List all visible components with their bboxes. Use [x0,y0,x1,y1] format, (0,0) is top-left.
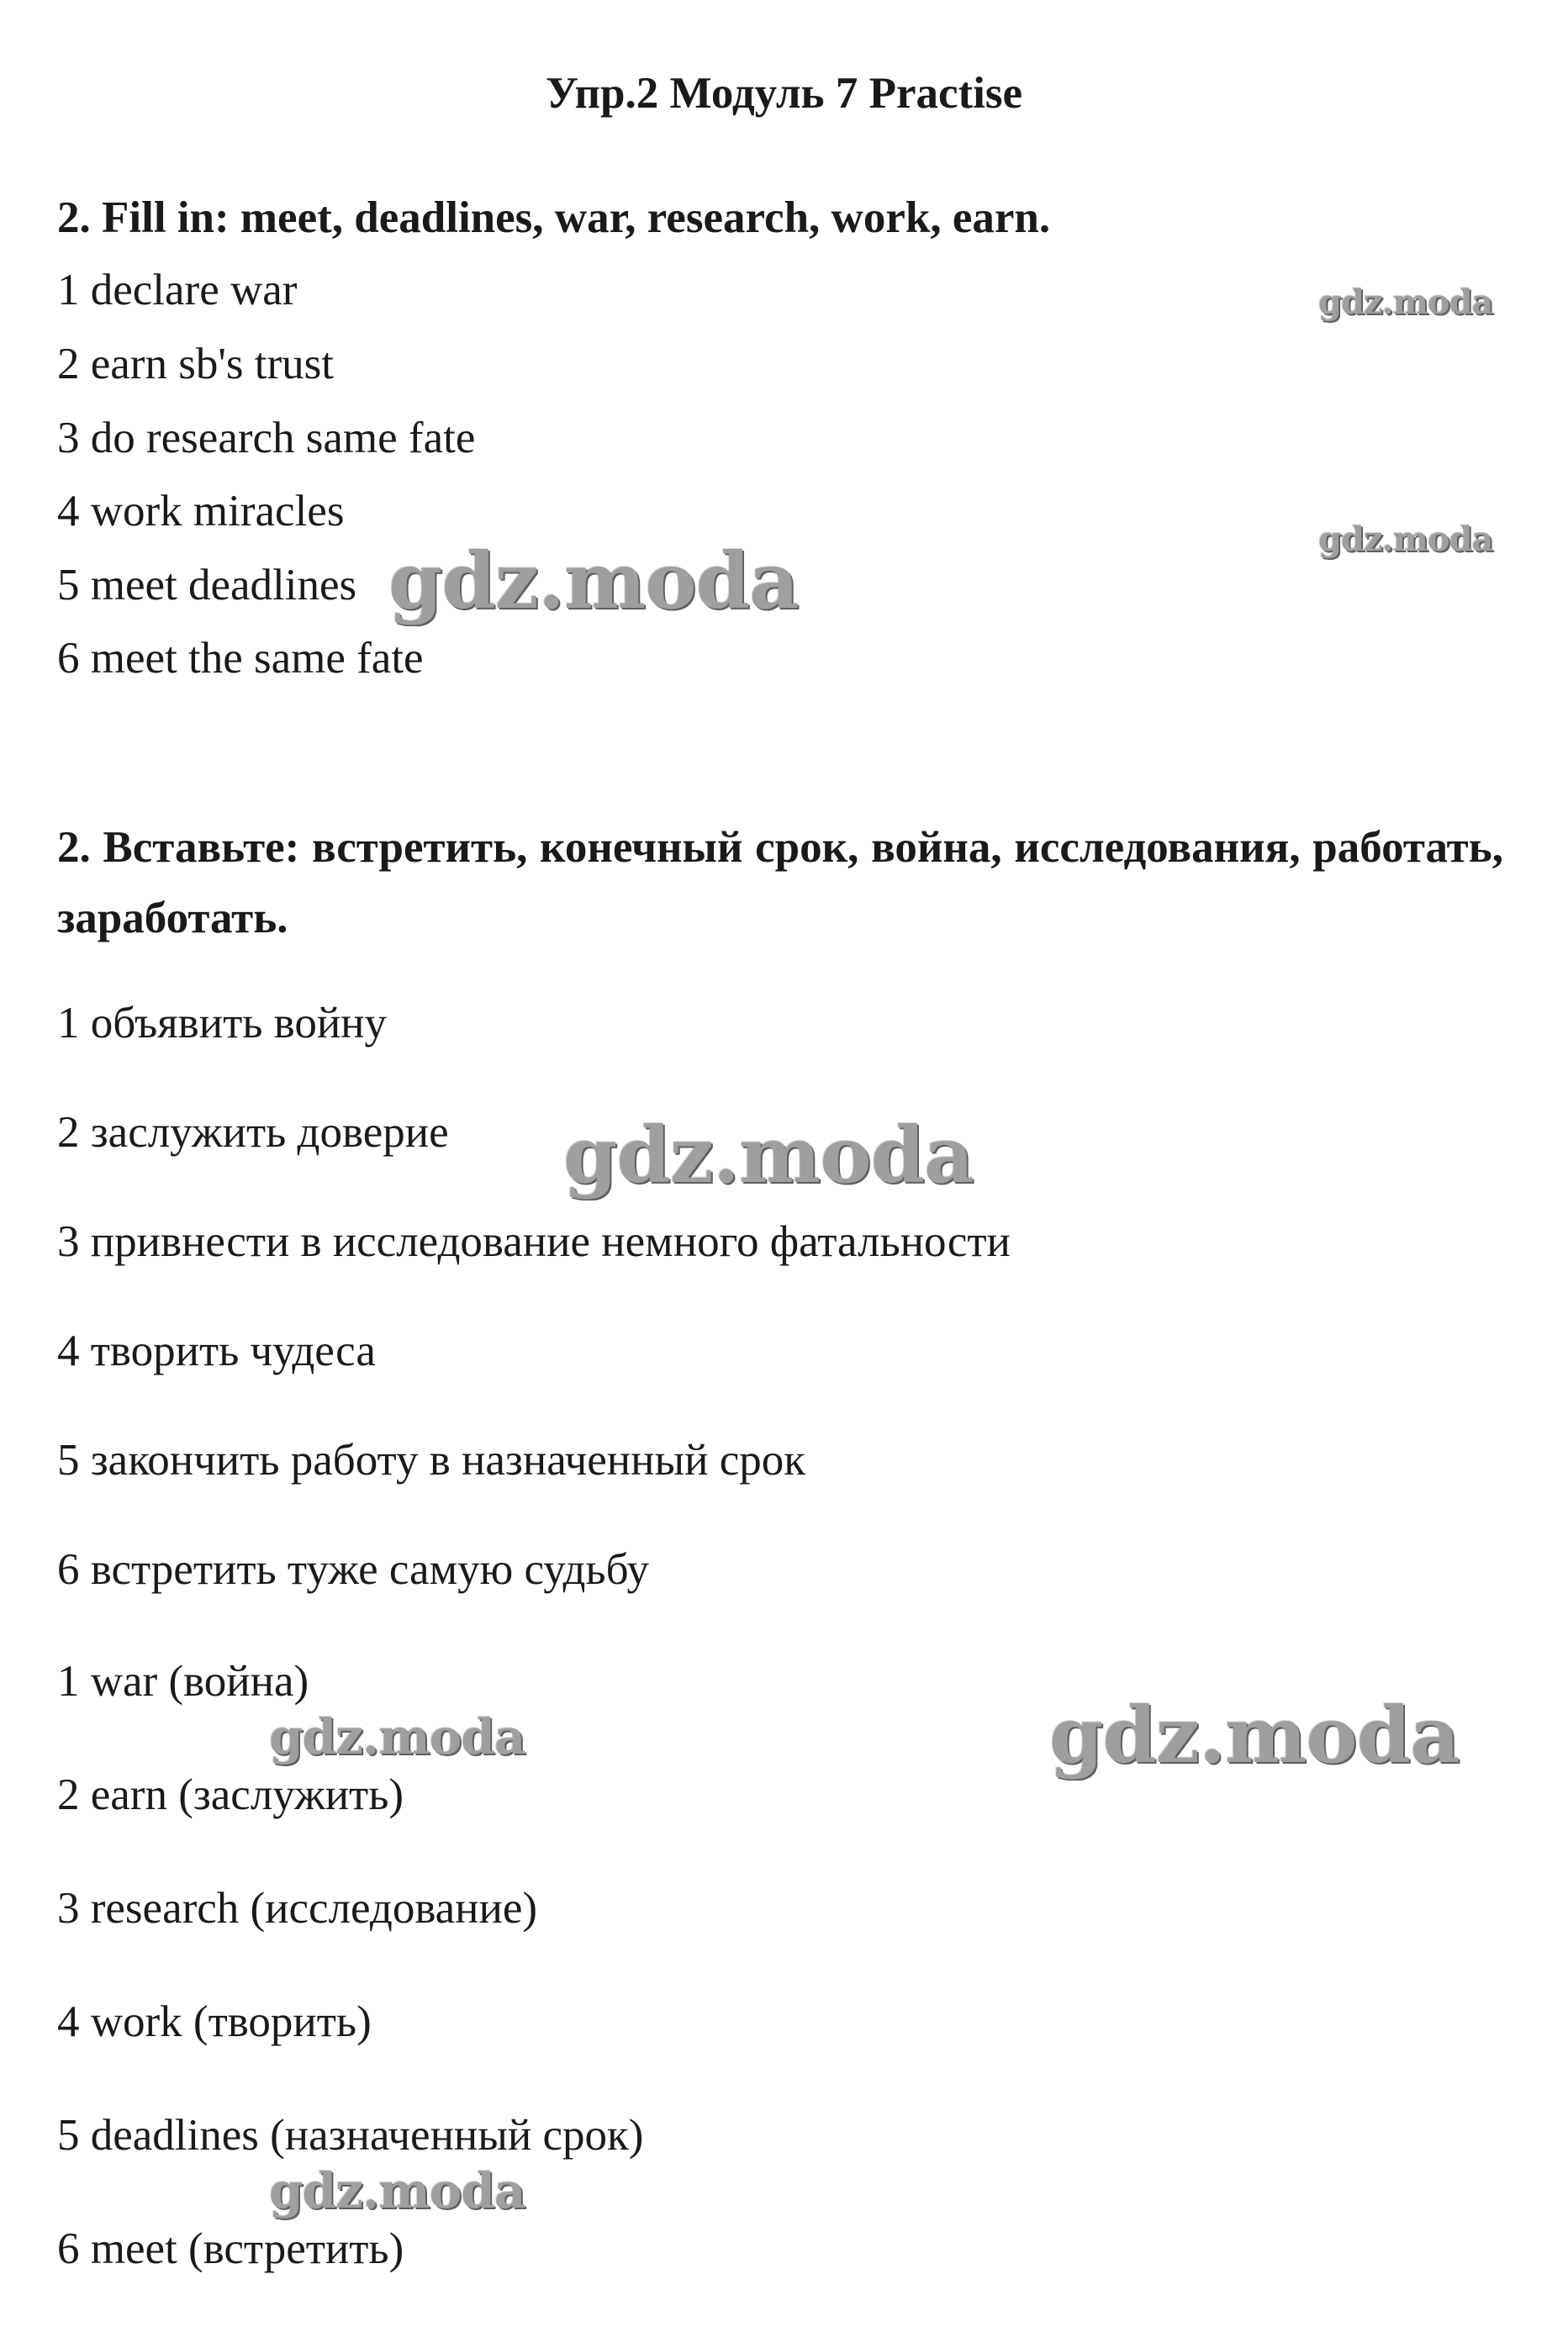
watermark: gdz.moda [269,1708,525,1765]
watermark: gdz.moda [1049,1690,1460,1781]
answer-item: 3 research (исследование) [57,1884,538,1933]
exercise-heading-ru: 2. Вставьте: встретить, конечный срок, война, исследования, работать, заработать. [57,823,1503,942]
watermark: gdz.moda [1318,282,1493,322]
list-item: 4 творить чудеса [57,1327,376,1375]
list-item: 2 earn sb's trust [57,340,334,388]
answer-item: 4 work (творить) [57,1997,372,2046]
answer-item: 6 meet (встретить) [57,2224,404,2273]
watermark: gdz.moda [563,1110,974,1200]
answer-item: 5 deadlines (назначенный срок) [57,2111,644,2160]
list-item: 5 закончить работу в назначенный срок [57,1436,806,1485]
page-title: Упр.2 Модуль 7 Practise [545,69,1023,118]
list-item: 1 declare war [57,266,298,314]
answer-item: 2 earn (заслужить) [57,1770,404,1819]
watermark: gdz.moda [1318,520,1493,559]
watermark: gdz.moda [269,2162,525,2219]
list-item: 3 привнести в исследование немного фатальности [57,1217,1011,1266]
watermark: gdz.moda [388,536,799,626]
answer-item: 1 war (война) [57,1657,309,1706]
list-item: 1 объявить войну [57,999,388,1047]
list-item: 3 do research same fate [57,414,476,462]
list-item: 6 встретить туже самую судьбу [57,1545,650,1594]
list-item: 4 work miracles [57,487,345,536]
list-item: 6 meet the same fate [57,634,424,683]
exercise-heading-en: 2. Fill in: meet, deadlines, war, research, work, earn. [57,193,1051,242]
list-item: 2 заслужить доверие [57,1108,449,1157]
list-item: 5 meet deadlines [57,561,357,609]
